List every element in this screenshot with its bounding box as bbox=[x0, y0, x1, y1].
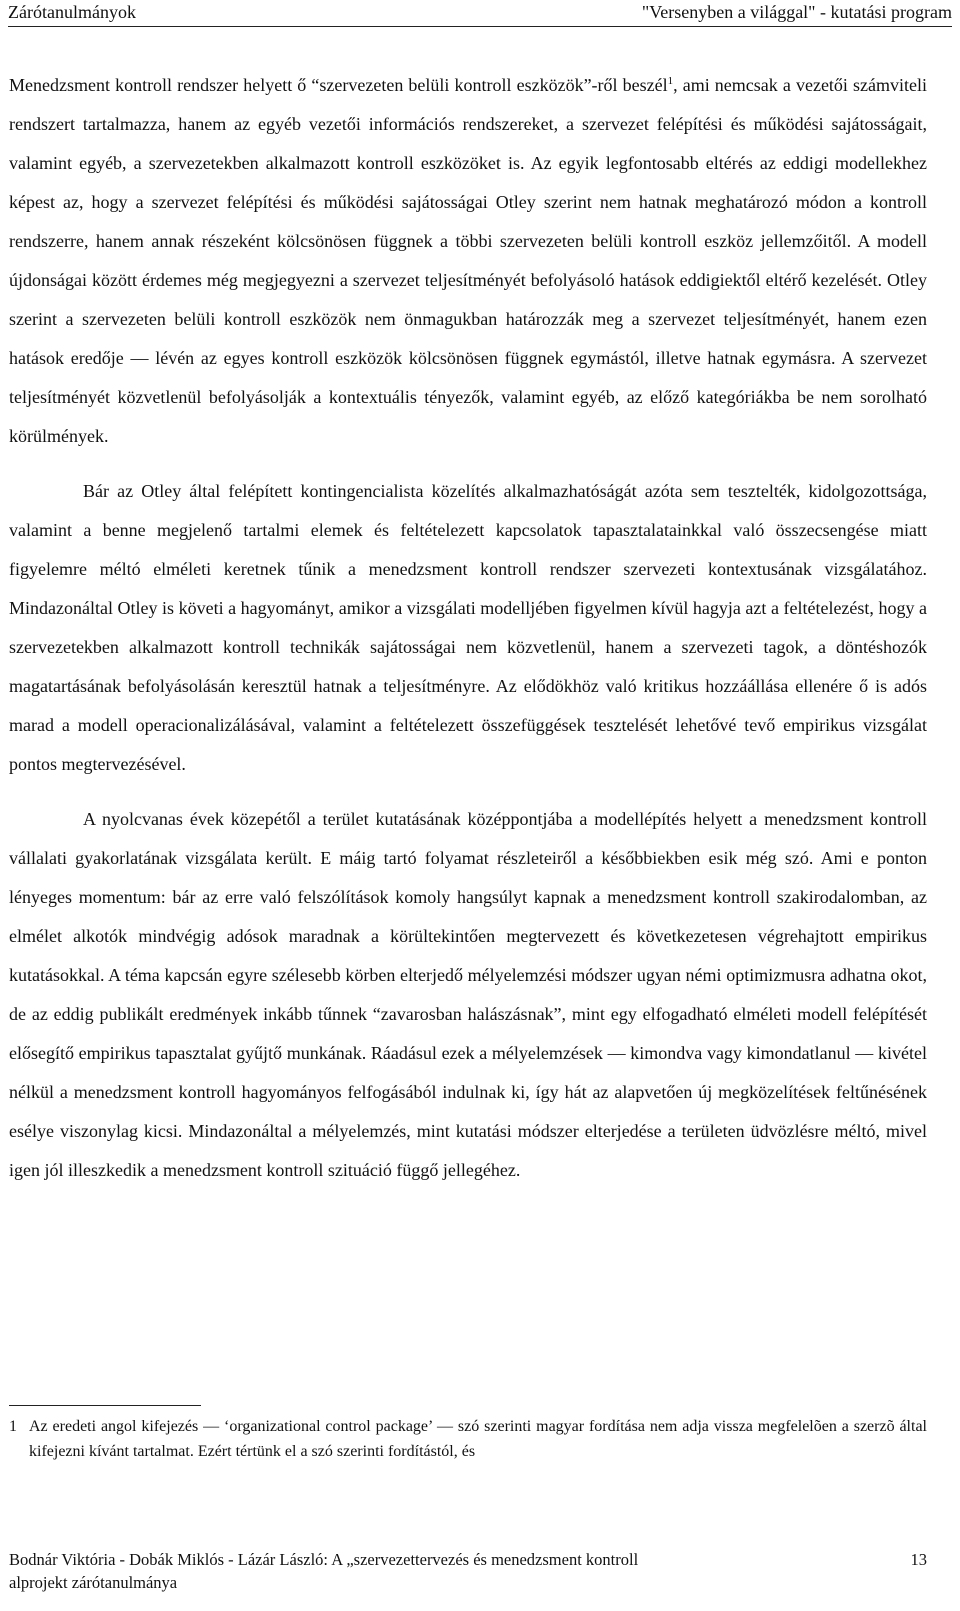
footnote-divider bbox=[9, 1405, 201, 1406]
page-number: 13 bbox=[910, 1550, 927, 1569]
footnote bbox=[9, 1414, 927, 1464]
header-left-title: Zárótanulmányok bbox=[8, 2, 136, 22]
page-header bbox=[8, 0, 952, 27]
paragraph-1-text-b: , ami nemcsak a vezetői számviteli rendszert tartalmazza, hanem az egyéb vezetői információs rendszereket, a szervezet felépítési és működési sajátosságait, valamint egyéb, a szervezetekben alkalmazott kontroll eszközöket is. Az egyik legfontosabb eltérés az eddigi modellekhez képest az, hogy a szervezet felépítési és működési sajátosságai Otley szerint nem hatnak meghatározó módon a kontroll rendszerre, hanem annak részeként kölcsönösen függnek a többi szervezeten belüli kontroll eszköz jellemzőitől. A modell újdonságai között érdemes még megjegyezni a szervezet teljesítményét befolyásoló hatások eddigiektől eltérő kezelését. Otley szerint a szervezeten belüli kontroll eszközök nem önmagukban határozzák meg a szervezet teljesítményét, hanem ezen hatások eredője — lévén az egyes kontroll eszközök kölcsönösen függnek egymástól, illetve hatnak egymásra. A szervezet teljesítményét közvetlenül befolyásolják a kontextuális tényezők, valamint egyéb, az előző kategóriákba be nem sorolható körülmények. bbox=[9, 75, 928, 446]
paragraph-2: Bár az Otley által felépített kontingencialista közelítés alkalmazhatóságát azóta sem tesztelték, kidolgozottsága, valamint a benne megjelenő tartalmi elemek és feltételezett kapcsolatok tapasztalatainkkal való összecsengése miatt figyelemre méltó elméleti keretnek tűnik a menedzsment kontroll rendszer szervezeti kontextusának vizsgálatához. Mindazonáltal Otley is követi a hagyományt, amikor a vizsgálati modelljében figyelmen kívül hagyja azt a feltételezést, hogy a szervezetekben alkalmazott kontroll technikák sajátosságai nem közvetlenül, hanem a szervezeti tagok, a döntéshozók magatartásának befolyásolásán keresztül hatnak a teljesítményre. Az elődökhöz való kritikus hozzáállása ellenére ő is adós marad a modell operacionalizálásával, valamint a feltételezett összefüggések tesztelését lehetővé tevő empirikus vizsgálat pontos megtervezésével. bbox=[9, 481, 927, 774]
paragraph-3: A nyolcvanas évek közepétől a terület kutatásának középpontjába a modellépítés helyett a menedzsment kontroll vállalati gyakorlatának vizsgálata került. E máig tartó folyamat részleteiről a későbbiekben esik még szó. Ami e ponton lényeges momentum: bár az erre való felszólítások komoly hangsúlyt kapnak a menedzsment kontroll szakirodalomban, az elmélet alkotók mindvégig adósok maradnak a körültekintően megtervezett és következetesen végrehajtott empirikus kutatásokkal. A téma kapcsán egyre szélesebb körben elterjedő mélyelemzési módszer ugyan némi optimizmusra adhatna okot, de az eddig publikált eredmények inkább tűnnek “zavarosban halászásnak”, mint egy elfogadható elméleti modell felépítését elősegítő empirikus tapasztalat gyűjtő munkának. Ráadásul ezek a mélyelemzések — kimondva vagy kimondatlanul — kivétel nélkül a menedzsment kontroll hagyományos felfogásából indulnak ki, így hát az alapvetően új megközelítések feltűnésének esélye viszonylag kicsi. Mindazonáltal a mélyelemzés, mint kutatási módszer elterjedése a területen üdvözlésre méltó, mivel igen jól illeszkedik a menedzsment kontroll szituáció függő jellegéhez. bbox=[9, 809, 927, 1180]
page-footer bbox=[9, 1548, 927, 1594]
paragraph-1-text-a: Menedzsment kontroll rendszer helyett ő “szervezeten belüli kontroll eszközök”-ről beszél bbox=[9, 75, 668, 95]
paragraph-1 bbox=[9, 66, 927, 456]
header-right-title: "Versenyben a világgal" - kutatási program bbox=[641, 2, 952, 22]
footnote-ref[interactable]: 1 bbox=[667, 75, 674, 87]
footnote-text: Az eredeti angol kifejezés — ‘organizational control package’ — szó szerinti magyar fordítása nem adja vissza megfelelõen a szerzõ által kifejezni kívánt tartalmat. Ezért tértünk el a szó szerinti fordítástól, és bbox=[29, 1418, 927, 1460]
footer-title-line-2: alprojekt zárótanulmánya bbox=[9, 1573, 178, 1592]
footer-title-line-1: Bodnár Viktória - Dobák Miklós - Lázár László: A „szervezettervezés és menedzsment kontroll bbox=[9, 1550, 639, 1569]
footnote-number: 1 bbox=[9, 1418, 17, 1435]
main-text bbox=[9, 66, 927, 1190]
